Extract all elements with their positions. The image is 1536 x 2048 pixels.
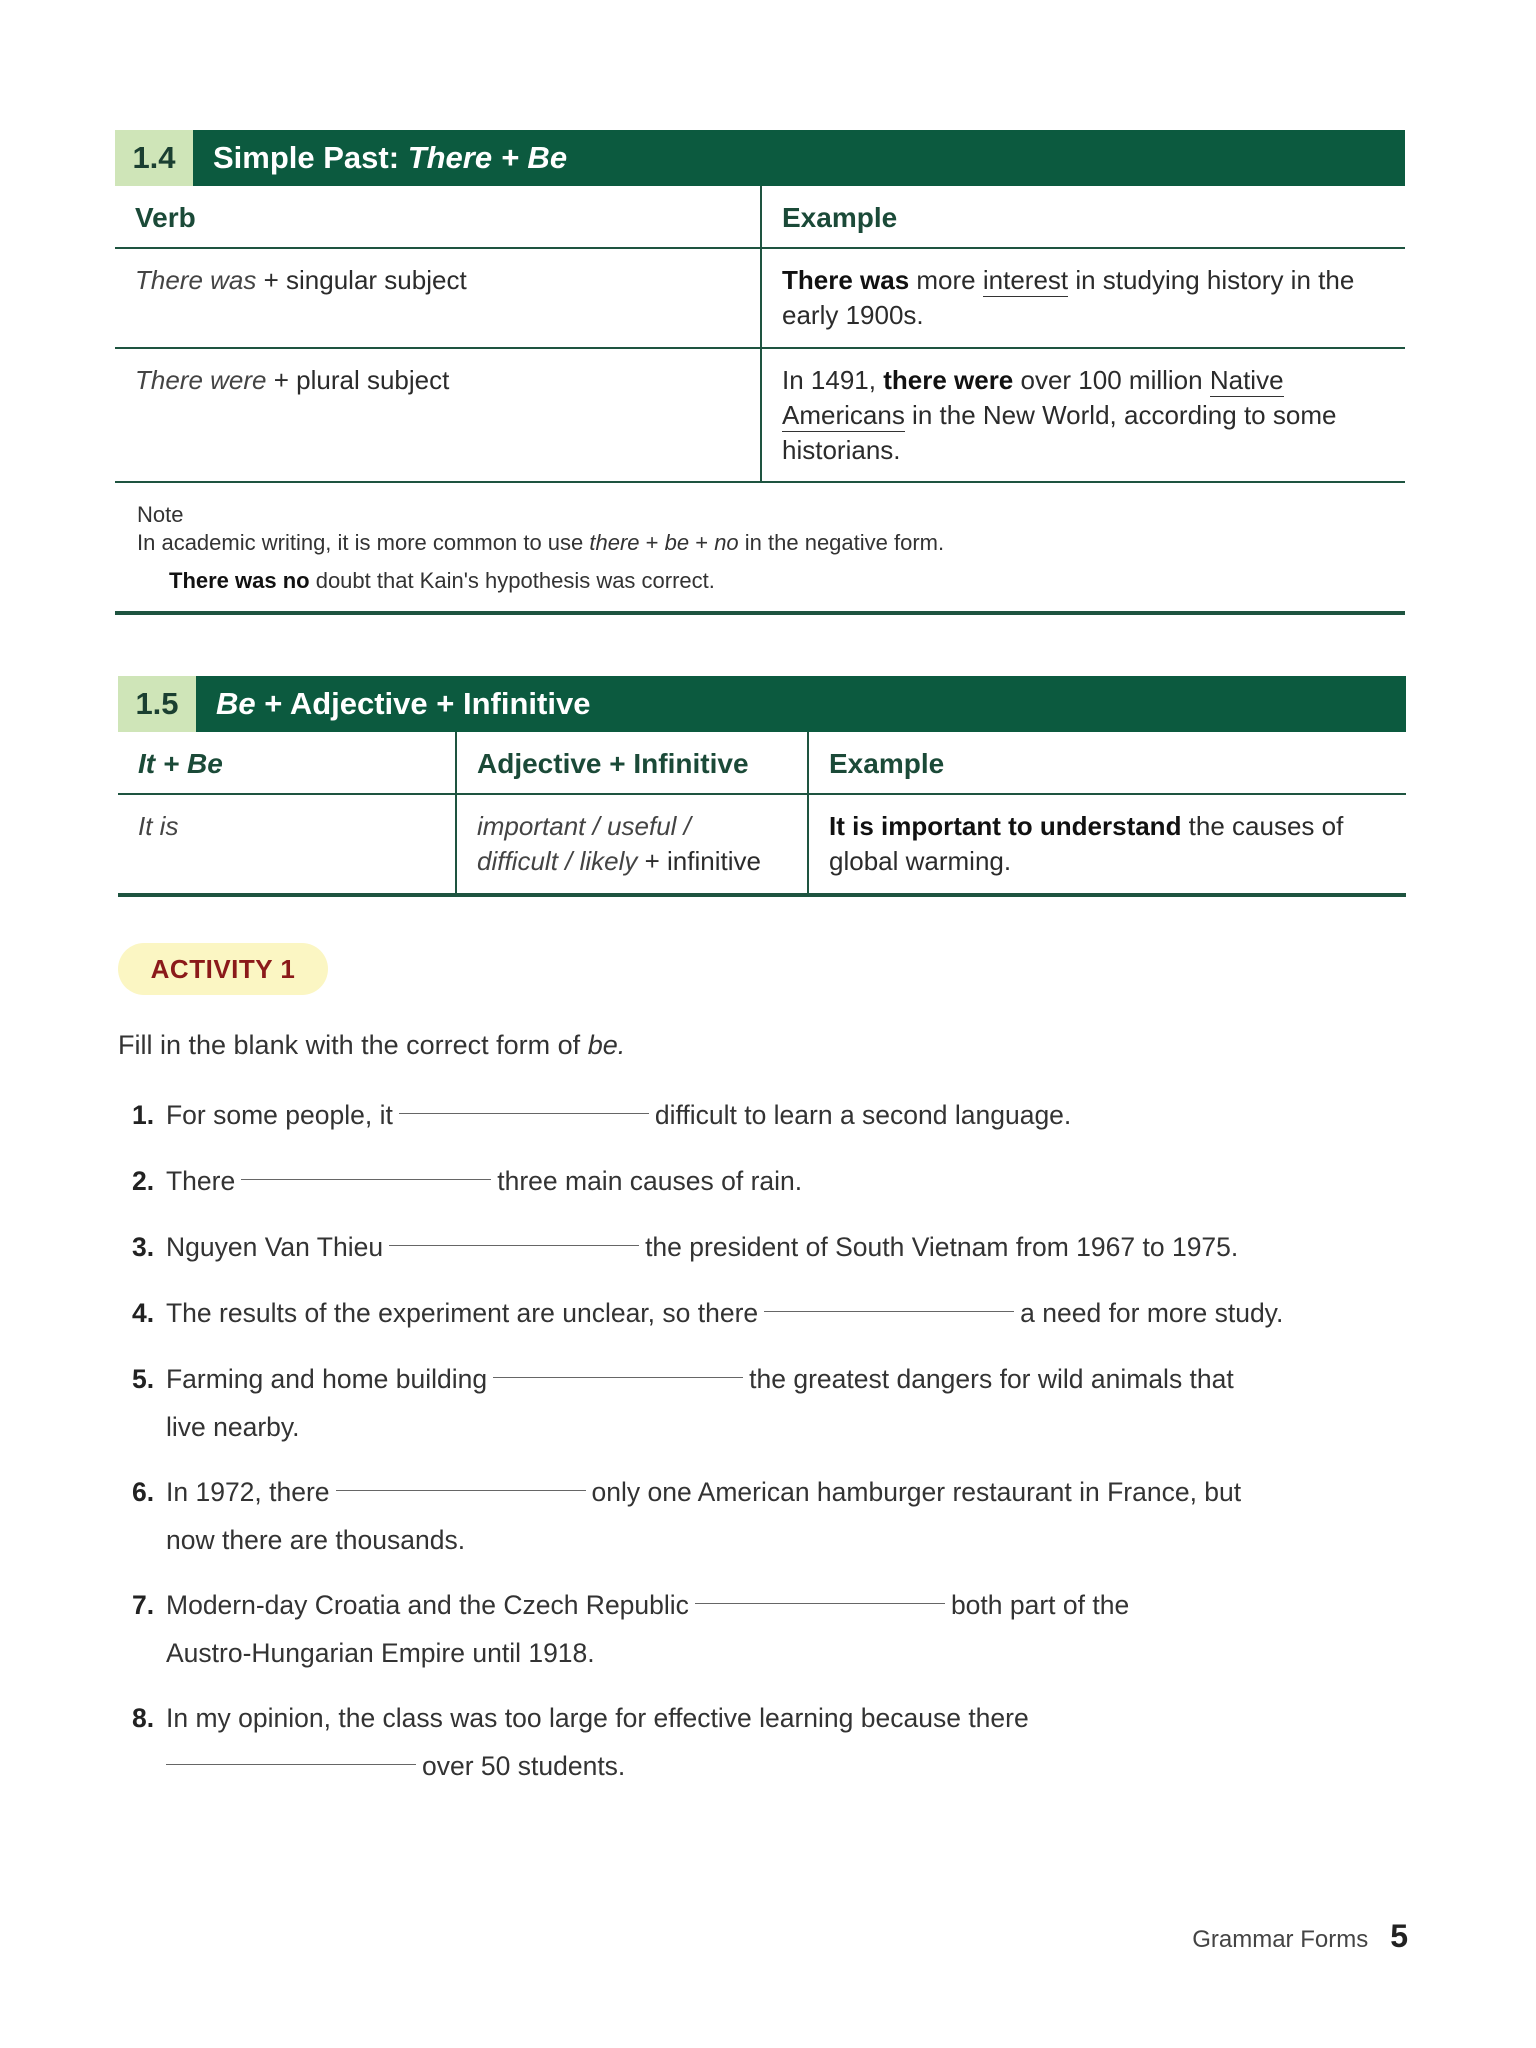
- item-continuation-line: [132, 1742, 1029, 1790]
- it-be-cell: It is: [138, 811, 179, 841]
- instruction-text: Fill in the blank with the correct form of: [118, 1030, 588, 1060]
- answer-blank[interactable]: [389, 1244, 639, 1246]
- title-italic: Be: [216, 686, 256, 721]
- note-example: [137, 567, 1385, 601]
- list-item: [132, 1223, 1238, 1271]
- example-cell: [760, 349, 1405, 481]
- example-text: more: [909, 265, 983, 295]
- note-example-bold: There was no: [169, 568, 310, 593]
- item-text: only one American hamburger restaurant in France, but: [591, 1477, 1242, 1507]
- item-text: difficult to learn a second language.: [654, 1100, 1072, 1130]
- col-header-example: Example: [760, 186, 1405, 247]
- chart-number: 1.4: [115, 130, 193, 186]
- item-continuation: now there are thousands.: [166, 1525, 466, 1555]
- item-text: The results of the experiment are unclear, so there: [166, 1298, 759, 1328]
- answer-blank[interactable]: [764, 1310, 1014, 1312]
- note-italic: there: [589, 530, 640, 555]
- verb-cell: [115, 349, 760, 481]
- activity-label: ACTIVITY 1: [118, 943, 328, 995]
- list-item: [132, 1289, 1283, 1337]
- item-text: three main causes of rain.: [497, 1166, 803, 1196]
- list-item: [132, 1355, 1234, 1451]
- footer-section: Grammar Forms: [1192, 1926, 1369, 1953]
- instruction-italic: be.: [587, 1030, 626, 1060]
- chart-header: [118, 676, 1406, 732]
- item-text: In 1972, there: [166, 1477, 330, 1507]
- header-row: [118, 732, 1406, 795]
- item-text: Farming and home building: [166, 1364, 488, 1394]
- note-example-text: doubt that Kain's hypothesis was correct.: [309, 568, 715, 593]
- title-text: Simple Past:: [213, 140, 400, 175]
- example-cell: [807, 795, 1406, 893]
- chart-1-5: [118, 676, 1406, 897]
- verb-italic: There were: [135, 365, 267, 395]
- page-number: 5: [1390, 1918, 1408, 1954]
- verb-text: + plural subject: [266, 365, 450, 395]
- item-text: Nguyen Van Thieu: [166, 1232, 384, 1262]
- example-text: over 100 million: [1013, 365, 1210, 395]
- item-number: 4.: [132, 1298, 155, 1328]
- chart-title: [196, 676, 1406, 732]
- answer-blank[interactable]: [336, 1489, 586, 1491]
- header-row: [115, 186, 1405, 249]
- example-text: in studying history in the early 1900s.: [782, 265, 1355, 330]
- verb-italic: There was: [135, 265, 257, 295]
- note-text: [137, 529, 1385, 557]
- col-header-adjective: Adjective + Infinitive: [455, 732, 807, 793]
- table-row: [118, 795, 1406, 897]
- note-part: +: [689, 530, 715, 555]
- col-header-it-be: It + Be: [138, 748, 223, 779]
- adjective-italic: difficult / likely: [477, 846, 638, 876]
- example-underlined: Native Americans: [782, 365, 1284, 430]
- list-item: [132, 1694, 1029, 1790]
- item-number: 3.: [132, 1232, 155, 1262]
- answer-blank[interactable]: [241, 1178, 491, 1180]
- example-cell: [760, 249, 1405, 347]
- title-text: + Adjective + Infinitive: [255, 686, 591, 721]
- item-continuation: Austro-Hungarian Empire until 1918.: [166, 1638, 595, 1668]
- item-continuation: live nearby.: [166, 1412, 300, 1442]
- chart-number: 1.5: [118, 676, 196, 732]
- adjective-text: + infinitive: [637, 846, 761, 876]
- answer-blank[interactable]: [695, 1602, 945, 1604]
- item-continuation: over 50 students.: [422, 1751, 626, 1781]
- col-header-verb: Verb: [135, 202, 196, 233]
- adjective-italic: important / useful /: [477, 811, 691, 841]
- activity-instruction: [118, 1030, 625, 1061]
- item-number: 6.: [132, 1477, 155, 1507]
- item-number: 5.: [132, 1364, 155, 1394]
- example-text: the causes of global warming.: [829, 811, 1344, 876]
- item-text: the greatest dangers for wild animals that: [749, 1364, 1234, 1394]
- answer-blank[interactable]: [493, 1376, 743, 1378]
- adjective-cell: [455, 795, 807, 893]
- answer-blank[interactable]: [399, 1112, 649, 1114]
- note-part: in the negative form.: [738, 530, 945, 555]
- list-item: [132, 1581, 1129, 1677]
- verb-cell: [115, 249, 760, 347]
- list-item: [132, 1468, 1241, 1564]
- item-number: 2.: [132, 1166, 155, 1196]
- item-text: In my opinion, the class was too large for effective learning because there: [166, 1703, 1029, 1733]
- example-bold: It is important to understand: [829, 811, 1182, 841]
- chart-1-4: [115, 130, 1405, 615]
- item-number: 1.: [132, 1100, 155, 1130]
- note-part: +: [639, 530, 665, 555]
- item-number: 8.: [132, 1703, 155, 1733]
- example-text: in the New World, according to some historians.: [782, 400, 1337, 465]
- list-item: [132, 1091, 1071, 1139]
- verb-text: + singular subject: [256, 265, 467, 295]
- list-item: [132, 1157, 802, 1205]
- chart-note: [115, 483, 1405, 615]
- item-text: For some people, it: [166, 1100, 393, 1130]
- note-italic: no: [714, 530, 739, 555]
- title-italic: There + Be: [407, 140, 568, 175]
- col-header-example: Example: [807, 732, 1406, 793]
- note-label: Note: [137, 502, 184, 527]
- answer-blank[interactable]: [166, 1763, 416, 1765]
- note-italic: be: [664, 530, 690, 555]
- example-bold: There was: [782, 265, 910, 295]
- example-underlined: interest: [982, 265, 1069, 295]
- chart-title: [193, 130, 1405, 186]
- item-text: Modern-day Croatia and the Czech Republic: [166, 1590, 689, 1620]
- item-number: 7.: [132, 1590, 155, 1620]
- example-text: In 1491,: [782, 365, 884, 395]
- item-text: both part of the: [950, 1590, 1130, 1620]
- item-text: the president of South Vietnam from 1967 to 1975.: [645, 1232, 1239, 1262]
- table-row: [115, 249, 1405, 349]
- item-text: a need for more study.: [1020, 1298, 1284, 1328]
- example-bold: there were: [883, 365, 1014, 395]
- page-footer: [1192, 1918, 1408, 1955]
- table-row: [115, 349, 1405, 483]
- note-part: In academic writing, it is more common to use: [137, 530, 590, 555]
- item-text: There: [166, 1166, 236, 1196]
- chart-header: [115, 130, 1405, 186]
